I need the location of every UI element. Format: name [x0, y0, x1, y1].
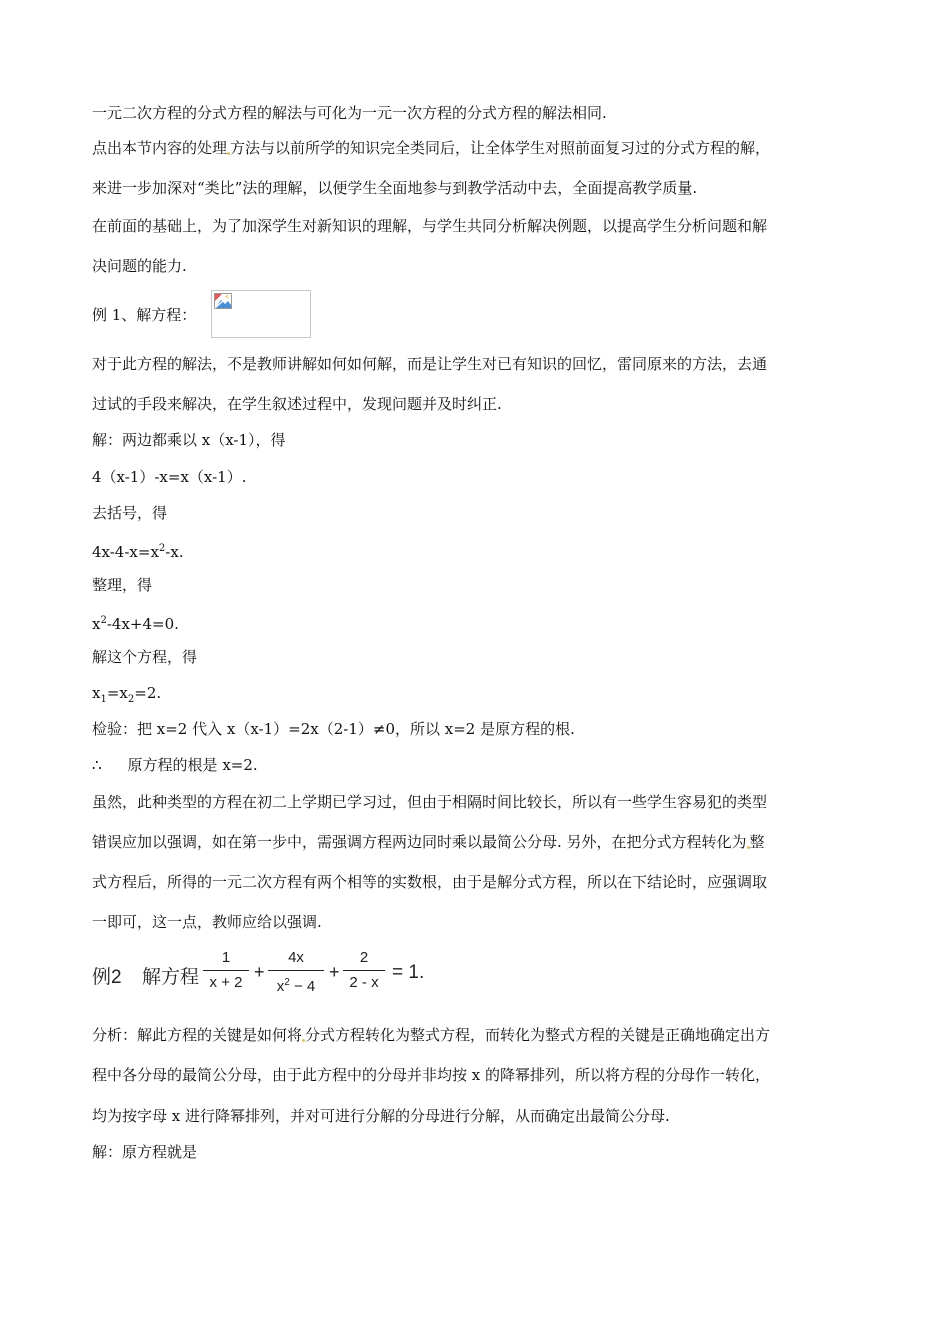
paragraph-14: 均为按字母 x 进行降幂排列，并对可进行分解的分母进行分解，从而确定出最简公分母.	[92, 1107, 670, 1125]
example-1-label: 例 1、解方程：	[92, 306, 197, 324]
paragraph-2-part-b: 方法与以前所学的知识完全类同后，让全体学生对照前面复习过的分式方程的解，	[230, 139, 771, 157]
step-8-subscript-1: 1	[100, 694, 107, 705]
paragraph-2-part-a: 点出本节内容的处理	[92, 139, 228, 157]
example-2-label: 例2	[92, 967, 122, 988]
step-8-subscript-2: 2	[127, 694, 135, 705]
fraction-2-den-base: x	[276, 978, 285, 995]
paragraph-12	[92, 1025, 770, 1045]
paragraph-2	[92, 138, 770, 158]
fraction-3-denominator: 2 - x	[349, 974, 379, 991]
paragraph-10: 式方程后，所得的一元二次方程有两个相等的实数根，由于是解分式方程，所以在下结论时，应强调取	[92, 873, 768, 891]
fraction-2-den-exponent: 2	[284, 977, 290, 988]
verification-line: 检验：把 x=2 代入 x（x-1）=2x（2-1）≠0，所以 x=2 是原方程的根.	[92, 720, 575, 738]
paragraph-4: 在前面的基础上，为了加深学生对新知识的理解，与学生共同分析解决例题，以提高学生分析问题和解	[92, 217, 768, 235]
step-6-text-a: x	[92, 615, 101, 633]
fraction-1-denominator: x + 2	[209, 974, 243, 991]
paragraph-5: 决问题的能力.	[92, 257, 187, 275]
example-2-equation	[92, 944, 512, 1000]
step-4-text-a: 4x-4-x=x	[92, 543, 159, 561]
fraction-2-denominator	[268, 971, 324, 995]
broken-image-icon	[214, 293, 232, 309]
solve-equation-label: 解方程	[142, 967, 200, 988]
conclusion-text: 原方程的根是 x=2.	[127, 756, 258, 774]
step-4-text-b: -x.	[165, 543, 184, 561]
paragraph-15: 解：原方程就是	[92, 1143, 198, 1161]
step-8-text-c: =2.	[134, 684, 162, 702]
paragraph-3: 来进一步加深对“类比”法的理解，以便学生全面地参与到教学活动中去，全面提高教学质量.	[92, 179, 698, 197]
solution-step-7: 解这个方程，得	[92, 648, 198, 666]
paragraph-9-part-b: 整	[749, 833, 765, 851]
step-8-text-a: x	[92, 684, 101, 702]
paragraph-7: 过试的手段来解决，在学生叙述过程中，发现问题并及时纠正.	[92, 395, 502, 413]
fraction-1	[203, 946, 249, 995]
plus-sign-1: +	[254, 962, 265, 982]
plus-sign-2: +	[329, 962, 340, 982]
step-6-text-b: -4x+4=0.	[106, 615, 179, 633]
fraction-3	[343, 946, 385, 995]
paragraph-9-part-a: 错误应加以强调，如在第一步中，需强调方程两边同时乘以最简公分母. 另外，在把分式方程转化为	[92, 833, 747, 851]
paragraph-12-part-a: 分析：解此方程的关键是如何将	[92, 1026, 303, 1044]
paragraph-11: 一即可，这一点，教师应给以强调.	[92, 913, 322, 931]
solution-step-4	[92, 539, 184, 562]
paragraph-1: 一元二次方程的分式方程的解法与可化为一元一次方程的分式方程的解法相同.	[92, 104, 607, 122]
paragraph-6: 对于此方程的解法，不是教师讲解如何如何解，而是让学生对已有知识的回忆，雷同原来的方法，去通	[92, 355, 768, 373]
step-8-text-b: =x	[106, 684, 128, 702]
paragraph-9	[92, 832, 765, 852]
solution-step-3: 去括号，得	[92, 504, 168, 522]
fraction-2	[268, 946, 324, 995]
equation-rhs: = 1.	[392, 962, 425, 983]
solution-step-6	[92, 611, 179, 634]
fraction-3-numerator: 2	[359, 949, 369, 966]
step-4-superscript: 2	[158, 543, 166, 554]
conclusion-line	[92, 755, 258, 775]
paragraph-8: 虽然，此种类型的方程在初二上学期已学习过，但由于相隔时间比较长，所以有一些学生容易犯的类型	[92, 793, 768, 811]
solution-step-2: 4（x-1）-x=x（x-1）.	[92, 468, 247, 486]
step-6-superscript: 2	[100, 615, 107, 626]
solution-step-8	[92, 683, 161, 710]
solution-step-1: 解：两边都乘以 x（x-1），得	[92, 431, 286, 449]
paragraph-12-part-b: 分式方程转化为整式方程，而转化为整式方程的关键是正确地确定出方	[305, 1026, 771, 1044]
therefore-symbol: ∴	[92, 756, 102, 774]
fraction-2-numerator: 4x	[288, 949, 304, 966]
paragraph-13: 程中各分母的最简公分母，由于此方程中的分母并非均按 x 的降幂排列，所以将方程的分母作一转化，	[92, 1066, 771, 1084]
equation-image-placeholder	[211, 290, 311, 338]
fraction-1-numerator: 1	[221, 949, 231, 966]
fraction-2-den-rest: − 4	[289, 978, 316, 995]
solution-step-5: 整理，得	[92, 576, 153, 594]
